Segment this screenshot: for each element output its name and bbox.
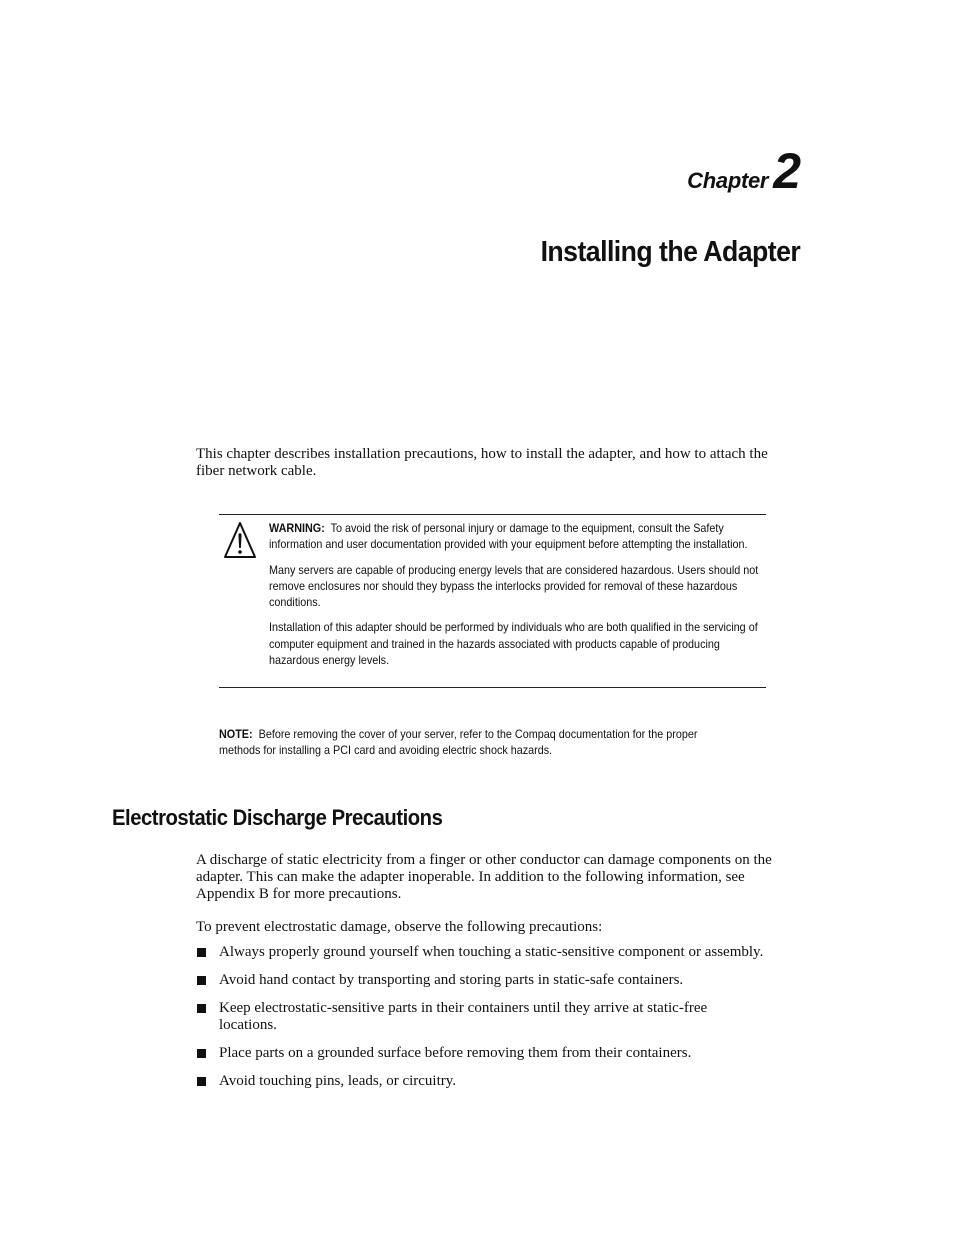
warning-label: WARNING: bbox=[269, 521, 325, 535]
list-item-text: Keep electrostatic-sensitive parts in their containers until they arrive at static-free locations. bbox=[219, 1000, 708, 1033]
note-text: Before removing the cover of your server, refer to the Compaq documentation for the proper methods for installing a PCI card and avoiding electric shock hazards. bbox=[219, 727, 698, 758]
bullet-square-icon bbox=[197, 976, 206, 985]
warning-content bbox=[269, 520, 764, 677]
chapter-word: Chapter bbox=[687, 168, 769, 193]
list-item-text: Place parts on a grounded surface before removing them from their containers. bbox=[219, 1045, 692, 1061]
chapter-number: 2 bbox=[773, 143, 800, 199]
list-item bbox=[196, 1045, 796, 1062]
chapter-title: Installing the Adapter bbox=[540, 236, 800, 268]
bullet-square-icon bbox=[197, 1004, 206, 1013]
warning-paragraph: Installation of this adapter should be performed by individuals who are both qualified in the servicing of computer equipment and trained in the hazards associated with products capable of producing hazardous energy levels. bbox=[269, 620, 758, 668]
list-item bbox=[196, 1073, 796, 1090]
esd-intro: To prevent electrostatic damage, observe the following precautions: bbox=[196, 919, 603, 935]
section-heading: Electrostatic Discharge Precautions bbox=[112, 805, 443, 830]
warning-exclamation-icon bbox=[223, 521, 257, 559]
esd-paragraph: A discharge of static electricity from a finger or other conductor can damage components on the adapter. This can make the adapter inoperable. In addition to the following information, see Appendix B for more precautions. bbox=[196, 852, 772, 902]
warning-text: To avoid the risk of personal injury or damage to the equipment, consult the Safety information and user documentation provided with your equipment before attempting the installation. bbox=[269, 521, 748, 552]
bullet-square-icon bbox=[197, 1077, 206, 1086]
precautions-list bbox=[196, 944, 796, 1101]
intro-paragraph: This chapter describes installation precautions, how to install the adapter, and how to attach the fiber network cable. bbox=[196, 446, 768, 479]
note-label: NOTE: bbox=[219, 727, 253, 741]
warning-paragraph bbox=[269, 520, 764, 553]
list-item bbox=[196, 972, 796, 989]
list-item bbox=[196, 944, 796, 961]
warning-box bbox=[219, 514, 766, 688]
bullet-square-icon bbox=[197, 1049, 206, 1058]
bullet-square-icon bbox=[197, 948, 206, 957]
list-item bbox=[196, 1000, 749, 1034]
list-item-text: Avoid touching pins, leads, or circuitry. bbox=[219, 1073, 457, 1089]
chapter-label bbox=[687, 143, 800, 199]
warning-paragraph: Many servers are capable of producing energy levels that are considered hazardous. Users should not remove enclosures nor should they bypass the interlocks provided for removal of these hazardous conditions. bbox=[269, 562, 759, 610]
list-item-text: Avoid hand contact by transporting and storing parts in static-safe containers. bbox=[219, 972, 684, 988]
note-paragraph bbox=[219, 726, 741, 759]
list-item-text: Always properly ground yourself when touching a static-sensitive component or assembly. bbox=[219, 944, 764, 960]
